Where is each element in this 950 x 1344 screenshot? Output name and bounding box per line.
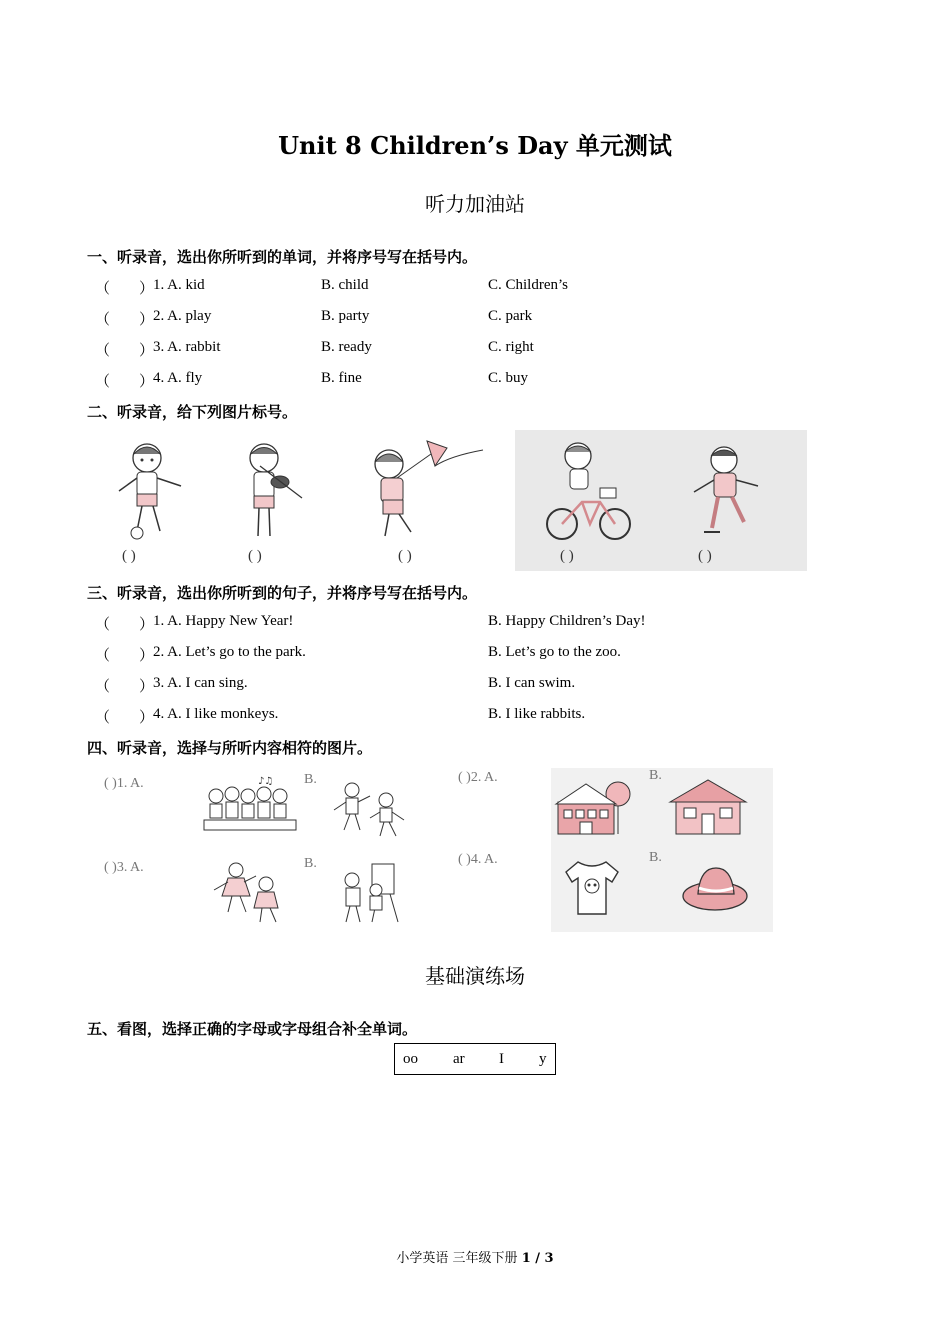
- boy-skating-icon: [688, 436, 768, 546]
- sentence-a: 2. A. Let’s go to the park.: [153, 644, 306, 660]
- page-footer: [0, 1247, 950, 1266]
- sentence-b: B. Let’s go to the zoo.: [488, 644, 621, 660]
- children-painting-icon: [332, 860, 412, 926]
- question-3-row: [95, 644, 855, 670]
- girl-kite-icon: [365, 436, 485, 546]
- t-shirt-icon: [562, 856, 622, 920]
- question-3-row: [95, 675, 855, 701]
- answer-bracket[interactable]: ( ): [248, 548, 262, 564]
- question-1-row: [95, 339, 855, 365]
- sentence-a: 3. A. I can sing.: [153, 675, 248, 691]
- house-icon: [668, 776, 748, 838]
- section-title-listening: 听力加油站: [425, 192, 525, 216]
- girls-dancing-icon: [206, 860, 286, 926]
- option-c: C. park: [488, 308, 533, 324]
- question-2-heading: 二、听录音，给下列图片标号。: [87, 403, 298, 421]
- option-c: C. buy: [488, 370, 529, 386]
- letter-choices-box: [394, 1043, 556, 1075]
- question-1-row: [95, 277, 855, 303]
- question-4-picture-grid: [96, 768, 773, 932]
- answer-paren-close: ）: [139, 648, 155, 664]
- school-building-icon: [552, 774, 634, 840]
- answer-paren-close: ）: [139, 617, 155, 633]
- option-b: B. party: [321, 308, 370, 324]
- boy-bike-icon: [540, 436, 640, 546]
- question-3-heading: 三、听录音，选出你所听到的句子，并将序号写在括号内。: [87, 584, 478, 602]
- answer-paren-open[interactable]: （: [95, 281, 111, 297]
- section-title-basics: 基础演练场: [425, 964, 525, 988]
- option-b-label: B.: [304, 772, 317, 787]
- item-number[interactable]: ( )3. A.: [104, 860, 144, 875]
- answer-paren-close: ）: [139, 312, 155, 328]
- item-number[interactable]: ( )1. A.: [104, 776, 144, 791]
- children-dancing-icon: [330, 774, 410, 842]
- option-b: B. fine: [321, 370, 362, 386]
- footer-text: 小学英语 三年级下册: [396, 1251, 522, 1266]
- answer-bracket[interactable]: ( ): [698, 548, 712, 564]
- question-5-heading: 五、看图，选择正确的字母或字母组合补全单词。: [87, 1020, 418, 1038]
- option-c: C. Children’s: [488, 277, 569, 293]
- option-a: 4. A. fly: [153, 370, 203, 386]
- answer-paren-close: ）: [139, 679, 155, 695]
- option-b: B. child: [321, 277, 369, 293]
- question-1-row: [95, 370, 855, 396]
- letter-choice: oo: [403, 1051, 418, 1067]
- sentence-b: B. I can swim.: [488, 675, 576, 691]
- option-a: 1. A. kid: [153, 277, 205, 293]
- item-number[interactable]: ( )4. A.: [458, 852, 498, 867]
- question-2-picture-strip: [110, 430, 807, 571]
- question-1-heading: 一、听录音，选出你所听到的单词，并将序号写在括号内。: [87, 248, 478, 266]
- answer-paren-open[interactable]: （: [95, 710, 111, 726]
- sentence-b: B. I like rabbits.: [488, 706, 586, 722]
- svg-text:♪♫: ♪♫: [258, 776, 274, 787]
- answer-paren-close: ）: [139, 281, 155, 297]
- sentence-a: 1. A. Happy New Year!: [153, 613, 294, 629]
- boy-violin-icon: [230, 436, 310, 546]
- item-number[interactable]: ( )2. A.: [458, 770, 498, 785]
- answer-paren-open[interactable]: （: [95, 617, 111, 633]
- letter-choice: y: [539, 1051, 547, 1067]
- answer-paren-close: ）: [139, 374, 155, 390]
- question-4-heading: 四、听录音，选择与所听内容相符的图片。: [87, 739, 373, 757]
- option-b: B. ready: [321, 339, 372, 355]
- option-a: 3. A. rabbit: [153, 339, 221, 355]
- answer-paren-open[interactable]: （: [95, 648, 111, 664]
- option-b-label: B.: [649, 850, 662, 865]
- answer-paren-close: ）: [139, 343, 155, 359]
- page-title: Unit 8 Children’s Day 单元测试: [278, 131, 672, 160]
- letter-choice: I: [499, 1051, 504, 1067]
- question-3-row: [95, 613, 855, 639]
- answer-bracket[interactable]: ( ): [398, 548, 412, 564]
- option-a: 2. A. play: [153, 308, 212, 324]
- answer-bracket[interactable]: ( ): [560, 548, 574, 564]
- children-singing-icon: [200, 774, 300, 842]
- answer-paren-open[interactable]: （: [95, 343, 111, 359]
- answer-paren-close: ）: [139, 710, 155, 726]
- question-1-row: [95, 308, 855, 334]
- option-b-label: B.: [649, 768, 662, 783]
- letter-choice: ar: [453, 1051, 465, 1067]
- boy-soccer-icon: [115, 436, 195, 546]
- page-number: 1 / 3: [521, 1251, 554, 1266]
- hat-icon: [680, 858, 750, 918]
- option-b-label: B.: [304, 856, 317, 871]
- sentence-b: B. Happy Children’s Day!: [488, 613, 646, 629]
- answer-bracket[interactable]: ( ): [122, 548, 136, 564]
- option-c: C. right: [488, 339, 534, 355]
- question-3-row: [95, 706, 855, 732]
- answer-paren-open[interactable]: （: [95, 312, 111, 328]
- answer-paren-open[interactable]: （: [95, 374, 111, 390]
- answer-paren-open[interactable]: （: [95, 679, 111, 695]
- sentence-a: 4. A. I like monkeys.: [153, 706, 279, 722]
